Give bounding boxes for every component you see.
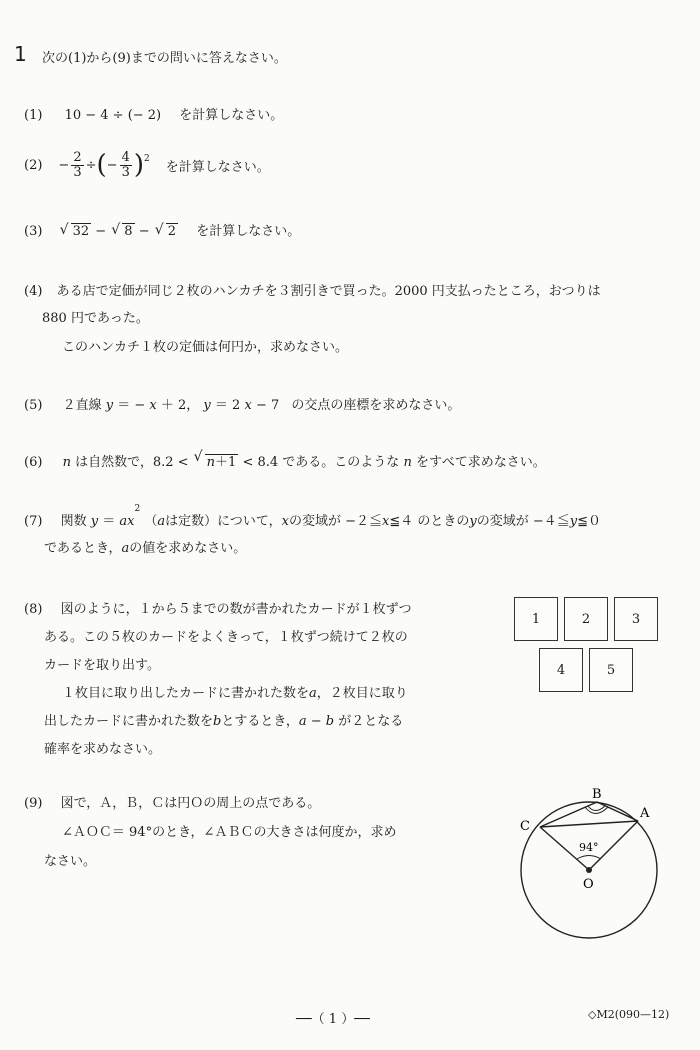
q6-text-3: をすべて求めなさい。 <box>415 455 546 470</box>
q8-text-3: カードを取り出す。 <box>44 658 160 673</box>
q7-x1: x <box>281 514 289 529</box>
q7-x2: x <box>381 514 390 529</box>
circle-figure <box>505 780 685 955</box>
q5-eq2-y: y <box>203 398 211 413</box>
q7-y3: y <box>569 514 578 529</box>
label-o: O <box>583 877 594 892</box>
q4-text-2: 880 円であった。 <box>42 311 149 326</box>
q3-text: を計算しなさい。 <box>196 224 301 239</box>
q7-t3: は定数）について， <box>165 514 282 529</box>
q2 <box>24 150 270 180</box>
exam-code: ◇M2(090—12) <box>588 1008 670 1021</box>
q2-label: (2) <box>24 157 43 173</box>
q2-frac1-den: 3 <box>73 164 82 180</box>
q3-radicand-3: 2 <box>167 224 177 239</box>
q3-radicand-2: 8 <box>124 224 133 239</box>
card-3: 3 <box>614 597 658 641</box>
q3-op1: − <box>95 224 107 239</box>
page-number: ──（ 1 ）── <box>296 1012 370 1027</box>
label-b: B <box>592 787 602 802</box>
center-point <box>586 867 592 873</box>
q7-t7: ≦０ <box>577 514 602 529</box>
q1-text: を計算しなさい。 <box>179 108 284 123</box>
label-a: A <box>640 806 650 821</box>
problem-number: 1 <box>14 42 27 66</box>
card-5: 5 <box>589 648 633 692</box>
q8-b2: b <box>325 714 335 729</box>
q8-text-2: ある。この５枚のカードをよくきって，１枚ずつ続けて２枚の <box>44 630 408 645</box>
q2-frac1-num: 2 <box>73 149 82 165</box>
q4-text-3: このハンカチ１枚の定価は何円か，求めなさい。 <box>62 340 349 355</box>
q8-a: a <box>309 686 317 701</box>
q3-sqrt-2 <box>112 224 134 239</box>
q2-fraction-1 <box>71 151 83 179</box>
q2-minus: − <box>58 157 70 173</box>
card-2: 2 <box>564 597 608 641</box>
label-angle: 94° <box>579 841 599 854</box>
q8-b: b <box>213 714 222 729</box>
q5-eq2-post: − 7 <box>255 398 280 413</box>
q8-op: − <box>310 714 322 729</box>
q3-op2: − <box>138 224 150 239</box>
q2-rparen: ) <box>133 150 145 180</box>
q1-expression: 10 − 4 ÷ (− 2) <box>64 108 162 123</box>
q6-n2: n <box>403 455 412 470</box>
q7-a1: a <box>157 514 166 529</box>
q6-n: n <box>62 455 71 470</box>
q6-text-1: は自然数で，8.2 < <box>75 455 189 470</box>
q9-label: (9) <box>24 796 43 811</box>
q2-frac2-sign: − <box>106 157 118 173</box>
q4-text-1: ある店で定価が同じ２枚のハンカチを３割引きで買った。2000 円支払ったところ，おつりは <box>56 284 601 299</box>
q6-label: (6) <box>24 455 43 470</box>
q3-sqrt-1 <box>61 224 92 239</box>
q2-text: を計算しなさい。 <box>165 159 270 175</box>
q8-line-1 <box>24 598 412 617</box>
card-4: 4 <box>539 648 583 692</box>
q7-line-1 <box>24 504 602 529</box>
q8-line-4 <box>62 682 408 701</box>
q8-line-5 <box>44 710 403 729</box>
q5-text: の交点の座標を求めなさい。 <box>291 398 461 413</box>
q8-text-4-pre: １枚目に取り出したカードに書かれた数を <box>62 686 310 701</box>
q7-eq: ＝ <box>102 514 116 529</box>
q3-radicand-1: 32 <box>72 224 90 239</box>
card-1: 1 <box>514 597 558 641</box>
q7-t6: の変域が −４≦ <box>476 514 570 529</box>
q8-a2: a <box>298 714 307 729</box>
q7-t1: 関数 <box>60 514 87 529</box>
q9-text-2: ∠ＡＯＣ＝ 94°のとき，∠ＡＢＣの大きさは何度か，求め <box>62 825 397 840</box>
q9-text-3: なさい。 <box>44 854 97 869</box>
q7-exp: 2 <box>134 504 141 514</box>
instruction: 次の(1)から(9)までの問いに答えなさい。 <box>42 51 287 66</box>
q8-text-5-mid: とするとき， <box>221 714 299 729</box>
q2-divide: ÷ <box>85 157 97 173</box>
q3-label: (3) <box>24 224 43 239</box>
q1 <box>24 104 283 123</box>
q5-eq1-mid: ＝ − <box>117 398 146 413</box>
q7-t4: の変域が −２≦ <box>288 514 382 529</box>
q2-fraction-2 <box>120 151 132 179</box>
q8-text-1: 図のように，１から５までの数が書かれたカードが１枚ずつ <box>60 602 412 617</box>
q5-eq1-y: y <box>105 398 114 413</box>
q7-line2-post: の値を求めなさい。 <box>129 541 247 556</box>
q5-eq1-post: ＋ 2， <box>160 398 200 413</box>
q6 <box>24 451 546 470</box>
q6-text-2: < 8.4 である。このような <box>242 455 400 470</box>
q2-frac2-num: 4 <box>121 149 130 165</box>
angle-aoc-arc <box>577 856 601 860</box>
q3 <box>24 220 300 239</box>
q8-text-4-post: ，２枚目に取り <box>316 686 408 701</box>
q1-label: (1) <box>24 108 43 123</box>
q3-sqrt-3 <box>156 224 178 239</box>
q2-exponent: 2 <box>144 154 150 164</box>
q4-label: (4) <box>24 284 43 299</box>
q7-label: (7) <box>24 514 43 529</box>
q2-lparen: ( <box>96 150 107 180</box>
q7-t2: （ <box>144 514 158 529</box>
q5 <box>24 394 460 413</box>
q8-text-5-pre: 出したカードに書かれた数を <box>44 714 214 729</box>
q8-text-6: 確率を求めなさい。 <box>44 742 162 757</box>
q7-ax: ax <box>119 514 135 529</box>
q7-line2-pre: であるとき， <box>44 541 122 556</box>
triangle-abc <box>540 802 638 827</box>
q5-eq2-x: x <box>244 398 252 413</box>
label-c: C <box>520 819 530 834</box>
q4-line-1 <box>24 280 601 299</box>
q6-rad-rest: ＋1 <box>215 455 237 470</box>
q7-y2: y <box>469 514 477 529</box>
q9-text-1: 図で，Ａ，Ｂ，Ｃは円Ｏの周上の点である。 <box>60 796 321 811</box>
angle-abc-arc-1 <box>588 806 605 811</box>
q5-eq2-mid: ＝ 2 <box>214 398 241 413</box>
q5-label: (5) <box>24 398 43 413</box>
q7-a2: a <box>121 541 130 556</box>
q6-rad-n: n <box>206 455 216 470</box>
q7-line-2 <box>44 537 246 556</box>
q6-sqrt <box>195 451 239 470</box>
q8-label: (8) <box>24 602 43 617</box>
q9-line-1 <box>24 792 320 811</box>
q2-frac2-den: 3 <box>121 164 130 180</box>
q5-pre: ２直線 <box>62 398 102 413</box>
q7-t5: ≦４ のときの <box>389 514 470 529</box>
q5-eq1-x: x <box>149 398 157 413</box>
q7-y: y <box>90 514 99 529</box>
q8-text-5-post: が２となる <box>338 714 404 729</box>
